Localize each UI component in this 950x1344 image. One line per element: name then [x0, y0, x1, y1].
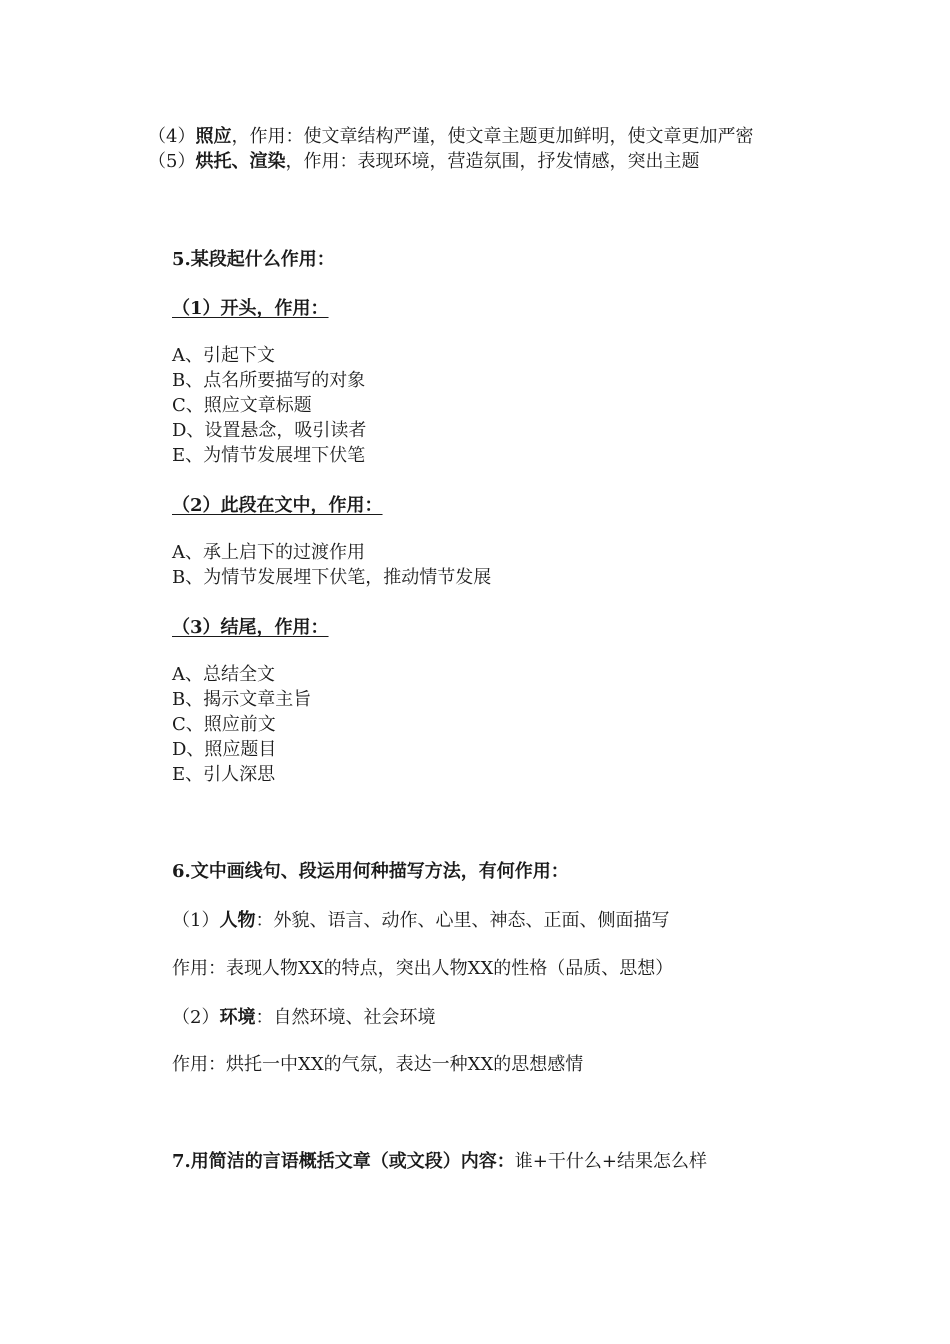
subheading-opening: （1）开头，作用： [172, 298, 329, 319]
list-item: A、承上启下的过渡作用 [172, 542, 365, 563]
list-item: C、照应文章标题 [172, 395, 312, 416]
list-item: E、引人深思 [172, 764, 276, 785]
list-item: B、点名所要描写的对象 [172, 370, 366, 391]
paragraph-environment-effect: 作用：烘托一中XX的气氛，表达一种XX的思想感情 [172, 1054, 584, 1075]
term: 照应 [195, 126, 232, 147]
paragraph-character: （1）人物：外貌、语言、动作、心里、神态、正面、侧面描写 [172, 910, 670, 931]
list-item: A、总结全文 [172, 664, 275, 685]
subheading-ending: （3）结尾，作用： [172, 617, 329, 638]
paragraph-character-effect: 作用：表现人物XX的特点，突出人物XX的性格（品质、思想） [172, 958, 674, 979]
section-heading-6: 6.文中画线句、段运用何种描写方法，有何作用： [172, 861, 569, 882]
list-item-4: （4）照应，作用：使文章结构严谨，使文章主题更加鲜明，使文章更加严密 [148, 126, 754, 147]
list-item: E、为情节发展埋下伏笔 [172, 445, 366, 466]
list-item: D、照应题目 [172, 739, 277, 760]
list-item: B、为情节发展埋下伏笔，推动情节发展 [172, 567, 492, 588]
term: 环境 [219, 1007, 256, 1028]
list-item: A、引起下文 [172, 345, 275, 366]
section-heading-5: 5.某段起什么作用： [172, 249, 335, 270]
list-item: D、设置悬念，吸引读者 [172, 420, 367, 441]
list-item: C、照应前文 [172, 714, 276, 735]
paragraph-environment: （2）环境：自然环境、社会环境 [172, 1007, 436, 1028]
term: 人物 [219, 910, 256, 931]
subheading-middle: （2）此段在文中，作用： [172, 495, 383, 516]
section-heading-7: 7.用简洁的言语概括文章（或文段）内容：谁+干什么+结果怎么样 [172, 1151, 707, 1172]
term: 烘托、渲染 [195, 151, 286, 172]
list-item-5: （5）烘托、渲染，作用：表现环境，营造氛围，抒发情感，突出主题 [148, 151, 700, 172]
list-item: B、揭示文章主旨 [172, 689, 312, 710]
